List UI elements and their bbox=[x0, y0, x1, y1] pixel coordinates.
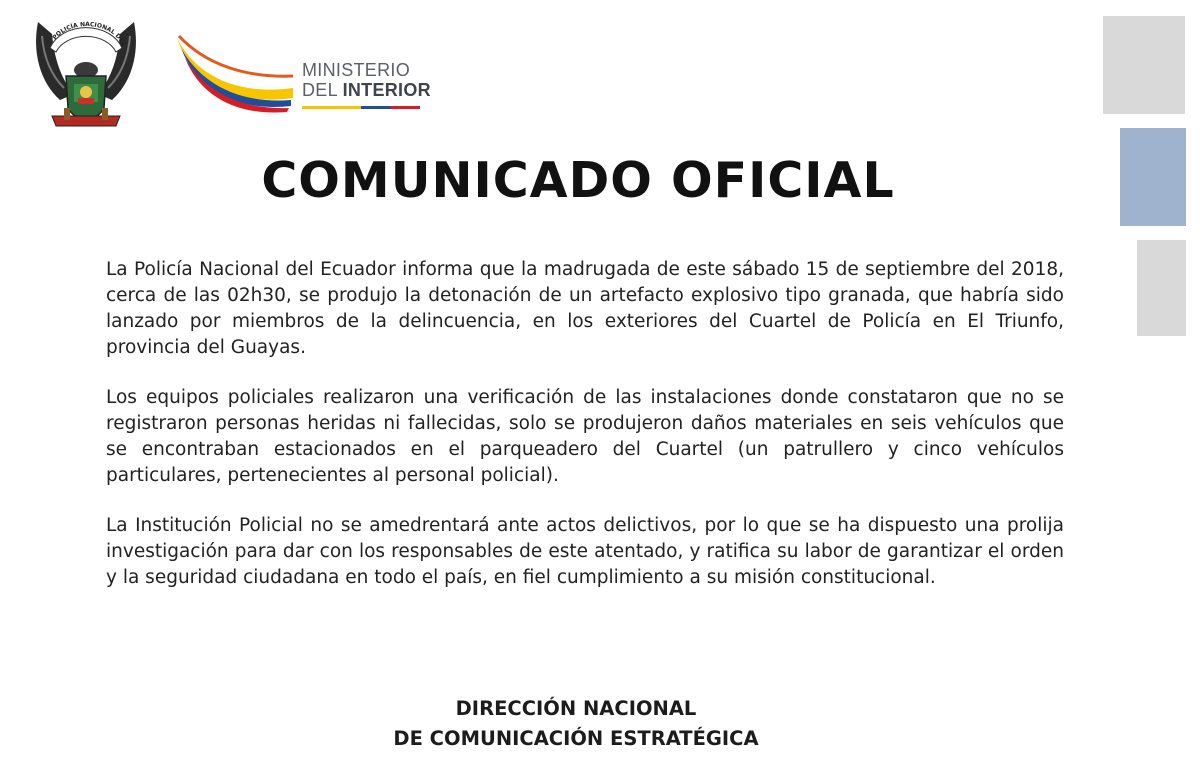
flag-swoosh-icon bbox=[175, 34, 295, 114]
ministry-line2-prefix: DEL bbox=[302, 80, 343, 100]
flag-underline bbox=[302, 106, 420, 109]
document-title: COMUNICADO OFICIAL bbox=[261, 152, 895, 209]
signature-line2: DE COMUNICACIÓN ESTRATÉGICA bbox=[393, 727, 759, 750]
paragraph-incident: La Policía Nacional del Ecuador informa que la madrugada de este sábado 15 de septiembre del 2018, cerca de las 02h30, se produjo la detonación de un artefacto explosivo tipo granada, que habría sido lanzado por miembros de la delincuencia, en los exteriores del Cuartel de Policía en El Triunfo, provincia del Guayas. bbox=[106, 259, 1064, 358]
ministry-line2-bold: INTERIOR bbox=[342, 80, 431, 100]
police-emblem-logo bbox=[30, 12, 142, 130]
ministry-wordmark bbox=[302, 60, 431, 100]
paragraph-investigation: La Institución Policial no se amedrentará ante actos delictivos, por lo que se ha dispuesto una prolija investigación para dar con los responsables de este atentado, y ratifica su labor de garantizar el orden y la seguridad ciudadana en todo el país, en fiel cumplimiento a su misión constitucional. bbox=[106, 515, 1064, 588]
ministry-of-interior-logo bbox=[175, 34, 455, 114]
ministry-line1: MINISTERIO bbox=[302, 60, 411, 80]
signature-line1: DIRECCIÓN NACIONAL bbox=[455, 697, 697, 720]
signature-block bbox=[0, 694, 1152, 754]
document-body bbox=[106, 257, 1064, 615]
decorative-square-bottom bbox=[1137, 240, 1186, 336]
emblem-arc-text: POLICÍA NACIONAL DEL bbox=[51, 21, 127, 48]
decorative-square-top bbox=[1103, 16, 1185, 114]
paragraph-verification: Los equipos policiales realizaron una verificación de las instalaciones donde constataron que no se registraron personas heridas ni fallecidas, solo se produjeron daños materiales en seis vehículos que se encontraban estacionados en el parqueadero del Cuartel (un patrullero y cinco vehículos particulares, pertenecientes al personal policial). bbox=[106, 387, 1064, 486]
ministry-line2 bbox=[302, 80, 431, 100]
